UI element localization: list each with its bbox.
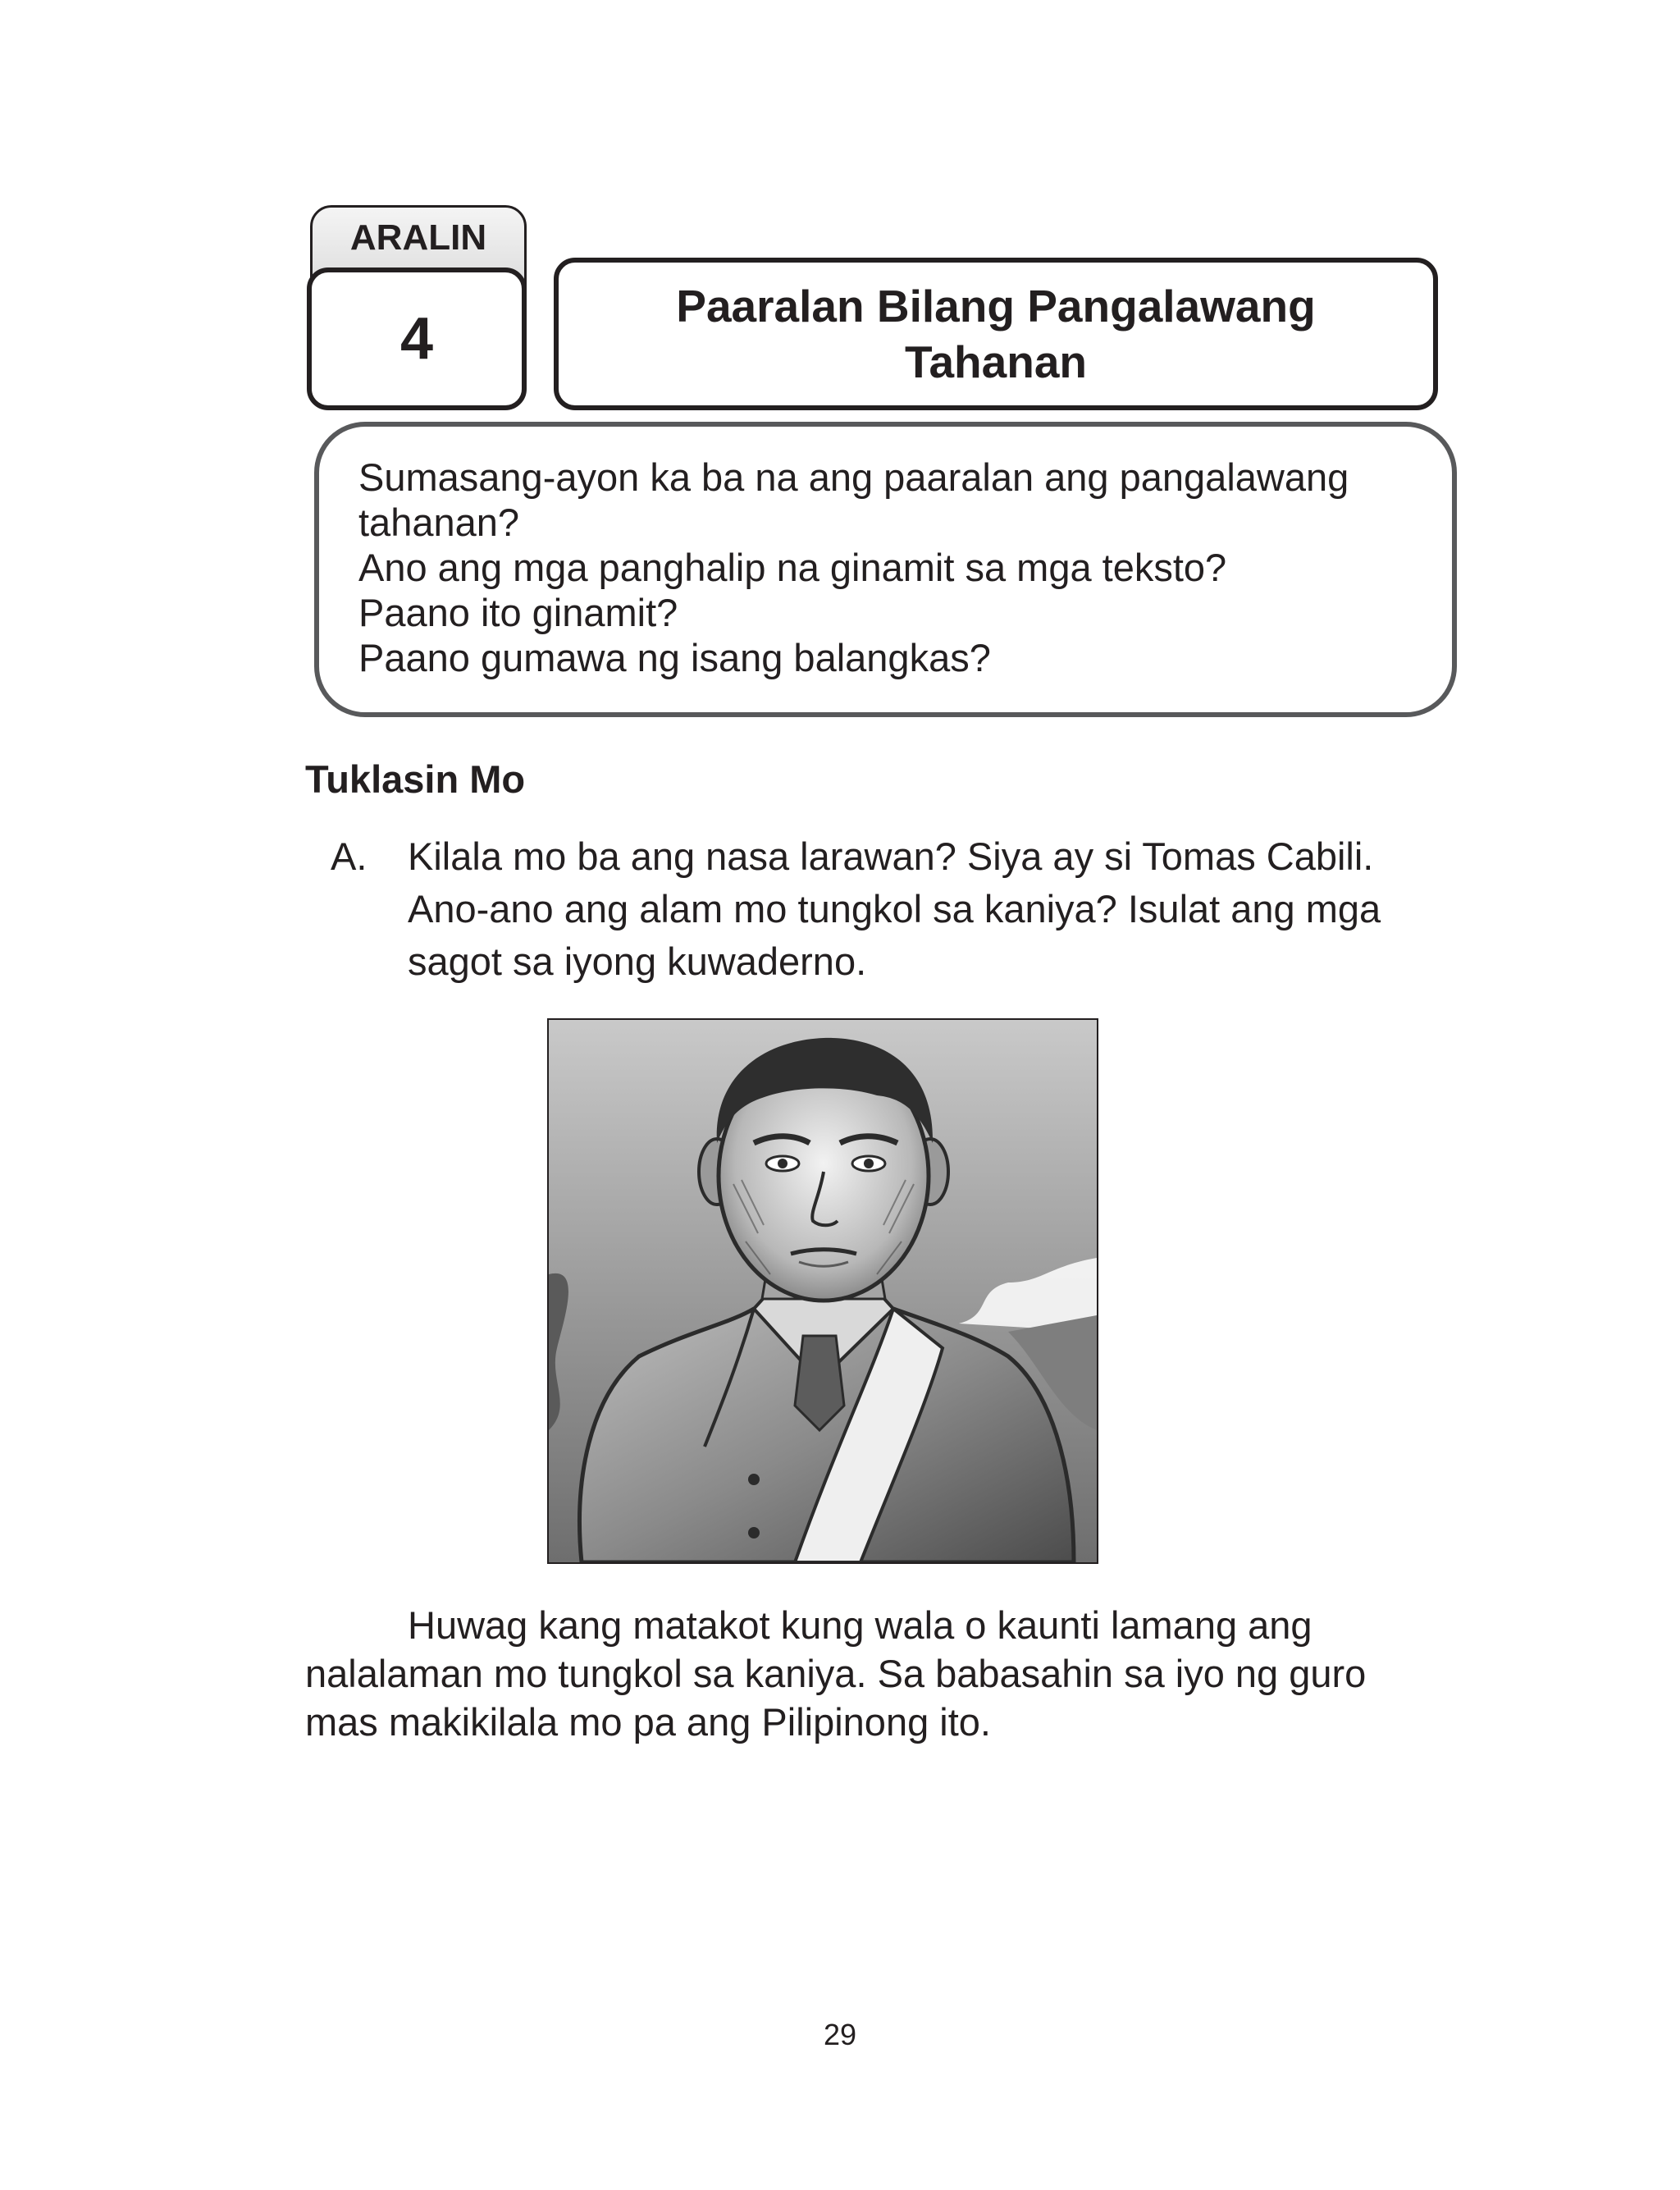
item-text-line: sagot sa iyong kuwaderno. [408,940,867,983]
question-line: Ano ang mga panghalip na ginamit sa mga teksto? [358,546,1227,589]
portrait-image [547,1018,1098,1564]
item-text-line: Kilala mo ba ang nasa larawan? Siya ay si Tomas Cabili. [408,834,1374,878]
portrait-illustration-icon [549,1020,1097,1562]
paragraph-line: Huwag kang matakot kung wala o kaunti lamang ang [408,1603,1312,1647]
section-heading: Tuklasin Mo [305,757,526,801]
aralin-label: ARALIN [349,217,487,258]
paragraph-line: nalalaman mo tungkol sa kaniya. Sa babasahin sa iyo ng guro [305,1652,1367,1695]
question-line: Paano ito ginamit? [358,591,678,634]
item-text-line: Ano-ano ang alam mo tungkol sa kaniya? Isulat ang mga [408,887,1381,930]
lesson-title-box [554,258,1438,410]
lesson-title: Paaralan Bilang Pangalawang Tahanan [676,281,1316,387]
page-number: 29 [823,2018,857,2051]
question-line: Sumasang-ayon ka ba na ang paaralan ang pangalawang [358,455,1349,499]
question-line: Paano gumawa ng isang balangkas? [358,636,991,679]
guiding-questions-box [314,422,1457,717]
item-marker: A. [331,834,368,878]
question-line: tahanan? [358,501,520,544]
lesson-number: 4 [307,267,527,410]
paragraph-line: mas makikilala mo pa ang Pilipinong ito. [305,1700,991,1744]
